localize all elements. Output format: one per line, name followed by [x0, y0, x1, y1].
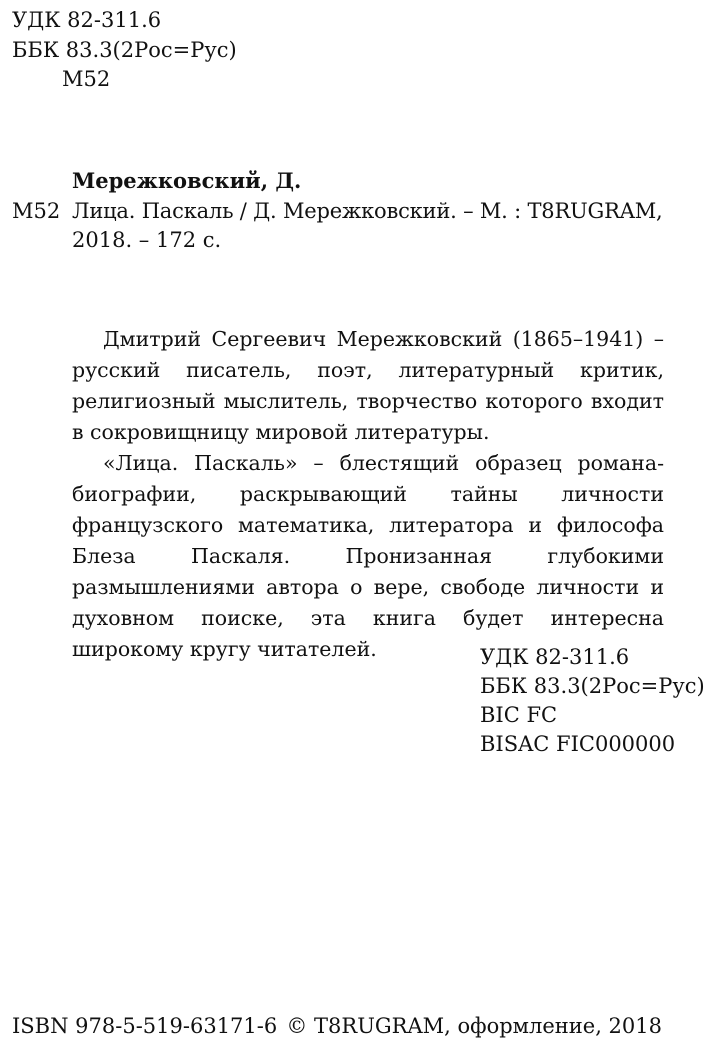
isbn: ISBN 978-5-519-63171-6	[12, 1014, 278, 1038]
header-bbk: ББК 83.3(2Рос=Рус)	[12, 38, 237, 62]
header-code: М52	[62, 67, 111, 91]
class-bic: BIC FC	[480, 703, 558, 727]
copyright: © T8RUGRAM, оформление, 2018	[286, 1014, 662, 1038]
bib-description-line1: Лица. Паскаль / Д. Мережковский. – М. : T8RUGRAM,	[72, 199, 663, 223]
annotation	[72, 324, 664, 665]
class-bbk: ББК 83.3(2Рос=Рус)	[480, 674, 705, 698]
bib-description-line2: 2018. – 172 с.	[72, 228, 222, 252]
header-udk: УДК 82-311.6	[12, 8, 162, 32]
class-udk: УДК 82-311.6	[480, 645, 630, 669]
class-bisac: BISAC FIC000000	[480, 732, 676, 756]
annotation-paragraph-2: «Лица. Паскаль» – блестящий образец романа-биографии, раскрывающий тайны личности французского математика, литератора и философа Блеза Паскаля. Пронизанная глубокими размышлениями автора о вере, свободе личности и духовном поиске, эта книга будет интересна широкому кругу читателей.	[72, 451, 664, 661]
bib-code: М52	[12, 199, 61, 223]
annotation-paragraph-1: Дмитрий Сергеевич Мережковский (1865–1941) – русский писатель, поэт, литературный критик, религиозный мыслитель, творчество которого входит в сокровищницу мировой литературы.	[72, 327, 664, 444]
bib-author: Мережковский, Д.	[72, 168, 302, 193]
